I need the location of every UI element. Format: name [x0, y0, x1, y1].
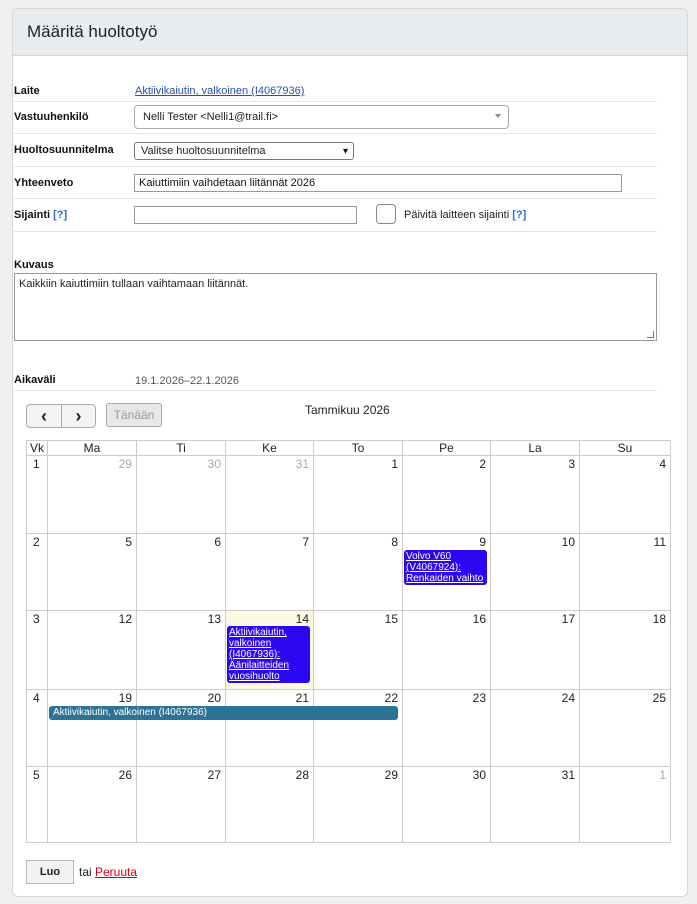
- day-cell[interactable]: 28: [226, 767, 314, 843]
- day-cell[interactable]: 30: [403, 767, 491, 843]
- week-row: [27, 534, 671, 611]
- chevron-down-icon: ▾: [342, 146, 348, 157]
- day-cell[interactable]: 4: [580, 456, 671, 534]
- day-cell[interactable]: [403, 534, 491, 611]
- day-cell[interactable]: 8: [314, 534, 403, 611]
- day-cell[interactable]: 26: [48, 767, 137, 843]
- col-header-sun: Su: [580, 441, 671, 456]
- day-cell[interactable]: 7: [226, 534, 314, 611]
- interval-value: 19.1.2026–22.1.2026: [135, 375, 239, 387]
- day-cell[interactable]: 13: [137, 611, 226, 690]
- responsible-value: Nelli Tester <Nelli1@trail.fi>: [143, 111, 279, 123]
- day-cell[interactable]: 6: [137, 534, 226, 611]
- day-cell[interactable]: 16: [403, 611, 491, 690]
- location-row: [14, 199, 657, 232]
- col-header-sat: La: [491, 441, 580, 456]
- week-number: 4: [27, 690, 48, 767]
- week-row: [27, 456, 671, 534]
- resize-handle-icon[interactable]: [647, 331, 654, 338]
- day-cell[interactable]: 1: [314, 456, 403, 534]
- calendar-grid: [26, 440, 670, 843]
- day-number: 19: [118, 691, 132, 705]
- event-volvo-tire-change[interactable]: Volvo V60 (V4067924): Renkaiden vaihto: [404, 550, 487, 585]
- col-header-mon: Ma: [48, 441, 137, 456]
- event-range-bar[interactable]: Aktiivikaiutin, valkoinen (I4067936): [49, 706, 398, 720]
- day-cell[interactable]: 29: [48, 456, 137, 534]
- day-cell[interactable]: 2: [403, 456, 491, 534]
- responsible-label: Vastuuhenkilö: [14, 111, 89, 123]
- day-cell[interactable]: 29: [314, 767, 403, 843]
- day-cell[interactable]: 31: [491, 767, 580, 843]
- device-label: Laite: [14, 85, 40, 97]
- day-cell[interactable]: 22: [314, 690, 403, 767]
- update-location-help-link[interactable]: [?]: [512, 209, 527, 221]
- location-label: Sijainti [?]: [14, 209, 68, 221]
- day-cell[interactable]: 25: [580, 690, 671, 767]
- col-header-thu: To: [314, 441, 403, 456]
- day-cell-today[interactable]: [226, 611, 314, 690]
- day-cell[interactable]: 17: [491, 611, 580, 690]
- or-text: tai: [79, 865, 92, 879]
- day-cell[interactable]: 10: [491, 534, 580, 611]
- day-cell[interactable]: 30: [137, 456, 226, 534]
- create-button[interactable]: Luo: [26, 860, 74, 884]
- day-cell[interactable]: 21: [226, 690, 314, 767]
- event-audio-annual-service[interactable]: Aktiivikaiutin, valkoinen (I4067936): Äänilaitteiden vuosihuolto: [227, 626, 310, 683]
- day-cell[interactable]: 31: [226, 456, 314, 534]
- update-location-checkbox[interactable]: [376, 204, 396, 224]
- update-location-text: Päivitä laitteen sijainti [?]: [404, 209, 527, 221]
- day-number: 9: [479, 535, 486, 549]
- week-number: 3: [27, 611, 48, 690]
- plan-row: [14, 134, 657, 167]
- description-textarea[interactable]: [14, 273, 657, 341]
- week-number: 2: [27, 534, 48, 611]
- day-number: 14: [295, 612, 309, 626]
- responsible-row: [14, 102, 657, 134]
- day-cell[interactable]: 18: [580, 611, 671, 690]
- chevron-down-icon: [495, 114, 501, 118]
- day-cell[interactable]: 23: [403, 690, 491, 767]
- responsible-select[interactable]: [134, 105, 509, 129]
- description-value: Kaikkiin kaiuttimiin tullaan vaihtamaan liitännät.: [19, 278, 249, 290]
- chevron-right-icon: ›: [75, 406, 82, 426]
- day-cell[interactable]: 20: [137, 690, 226, 767]
- location-help-link[interactable]: [?]: [53, 209, 68, 221]
- day-cell[interactable]: [48, 690, 207, 767]
- dialog-title: Määritä huoltotyö: [13, 9, 687, 56]
- day-cell[interactable]: 15: [314, 611, 403, 690]
- device-row: [14, 72, 657, 102]
- day-cell[interactable]: 24: [491, 690, 580, 767]
- day-cell[interactable]: 27: [137, 767, 226, 843]
- next-month-button[interactable]: [61, 404, 96, 428]
- plan-select[interactable]: [134, 142, 354, 160]
- device-link[interactable]: Aktiivikaiutin, valkoinen (I4067936): [135, 85, 305, 97]
- day-cell[interactable]: 1: [580, 767, 671, 843]
- chevron-left-icon: ‹: [41, 406, 47, 426]
- today-button[interactable]: Tänään: [106, 403, 162, 427]
- week-row: [27, 767, 671, 843]
- plan-value: Valitse huoltosuunnitelma: [141, 145, 266, 157]
- form: [14, 72, 657, 387]
- day-cell[interactable]: 11: [580, 534, 671, 611]
- plan-label: Huoltosuunnitelma: [14, 144, 114, 156]
- col-header-tue: Ti: [137, 441, 226, 456]
- cancel-link[interactable]: Peruuta: [95, 865, 138, 879]
- week-row: [27, 611, 671, 690]
- week-number: 1: [27, 456, 48, 534]
- week-number: 5: [27, 767, 48, 843]
- week-row: [27, 690, 671, 767]
- interval-label: Aikaväli: [14, 374, 56, 386]
- day-cell[interactable]: 12: [48, 611, 137, 690]
- summary-input[interactable]: Kaiuttimiin vaihdetaan liitännät 2026: [134, 174, 622, 192]
- month-title: Tammikuu 2026: [305, 403, 390, 417]
- description-label: Kuvaus: [14, 259, 54, 271]
- summary-label: Yhteenveto: [14, 177, 74, 189]
- day-cell[interactable]: 5: [48, 534, 137, 611]
- col-header-week: Vk: [27, 441, 48, 456]
- col-header-wed: Ke: [226, 441, 314, 456]
- summary-row: [14, 167, 657, 199]
- day-cell[interactable]: 3: [491, 456, 580, 534]
- location-input[interactable]: [134, 206, 357, 224]
- interval-row: [14, 367, 657, 391]
- prev-month-button[interactable]: [26, 404, 62, 428]
- col-header-fri: Pe: [403, 441, 491, 456]
